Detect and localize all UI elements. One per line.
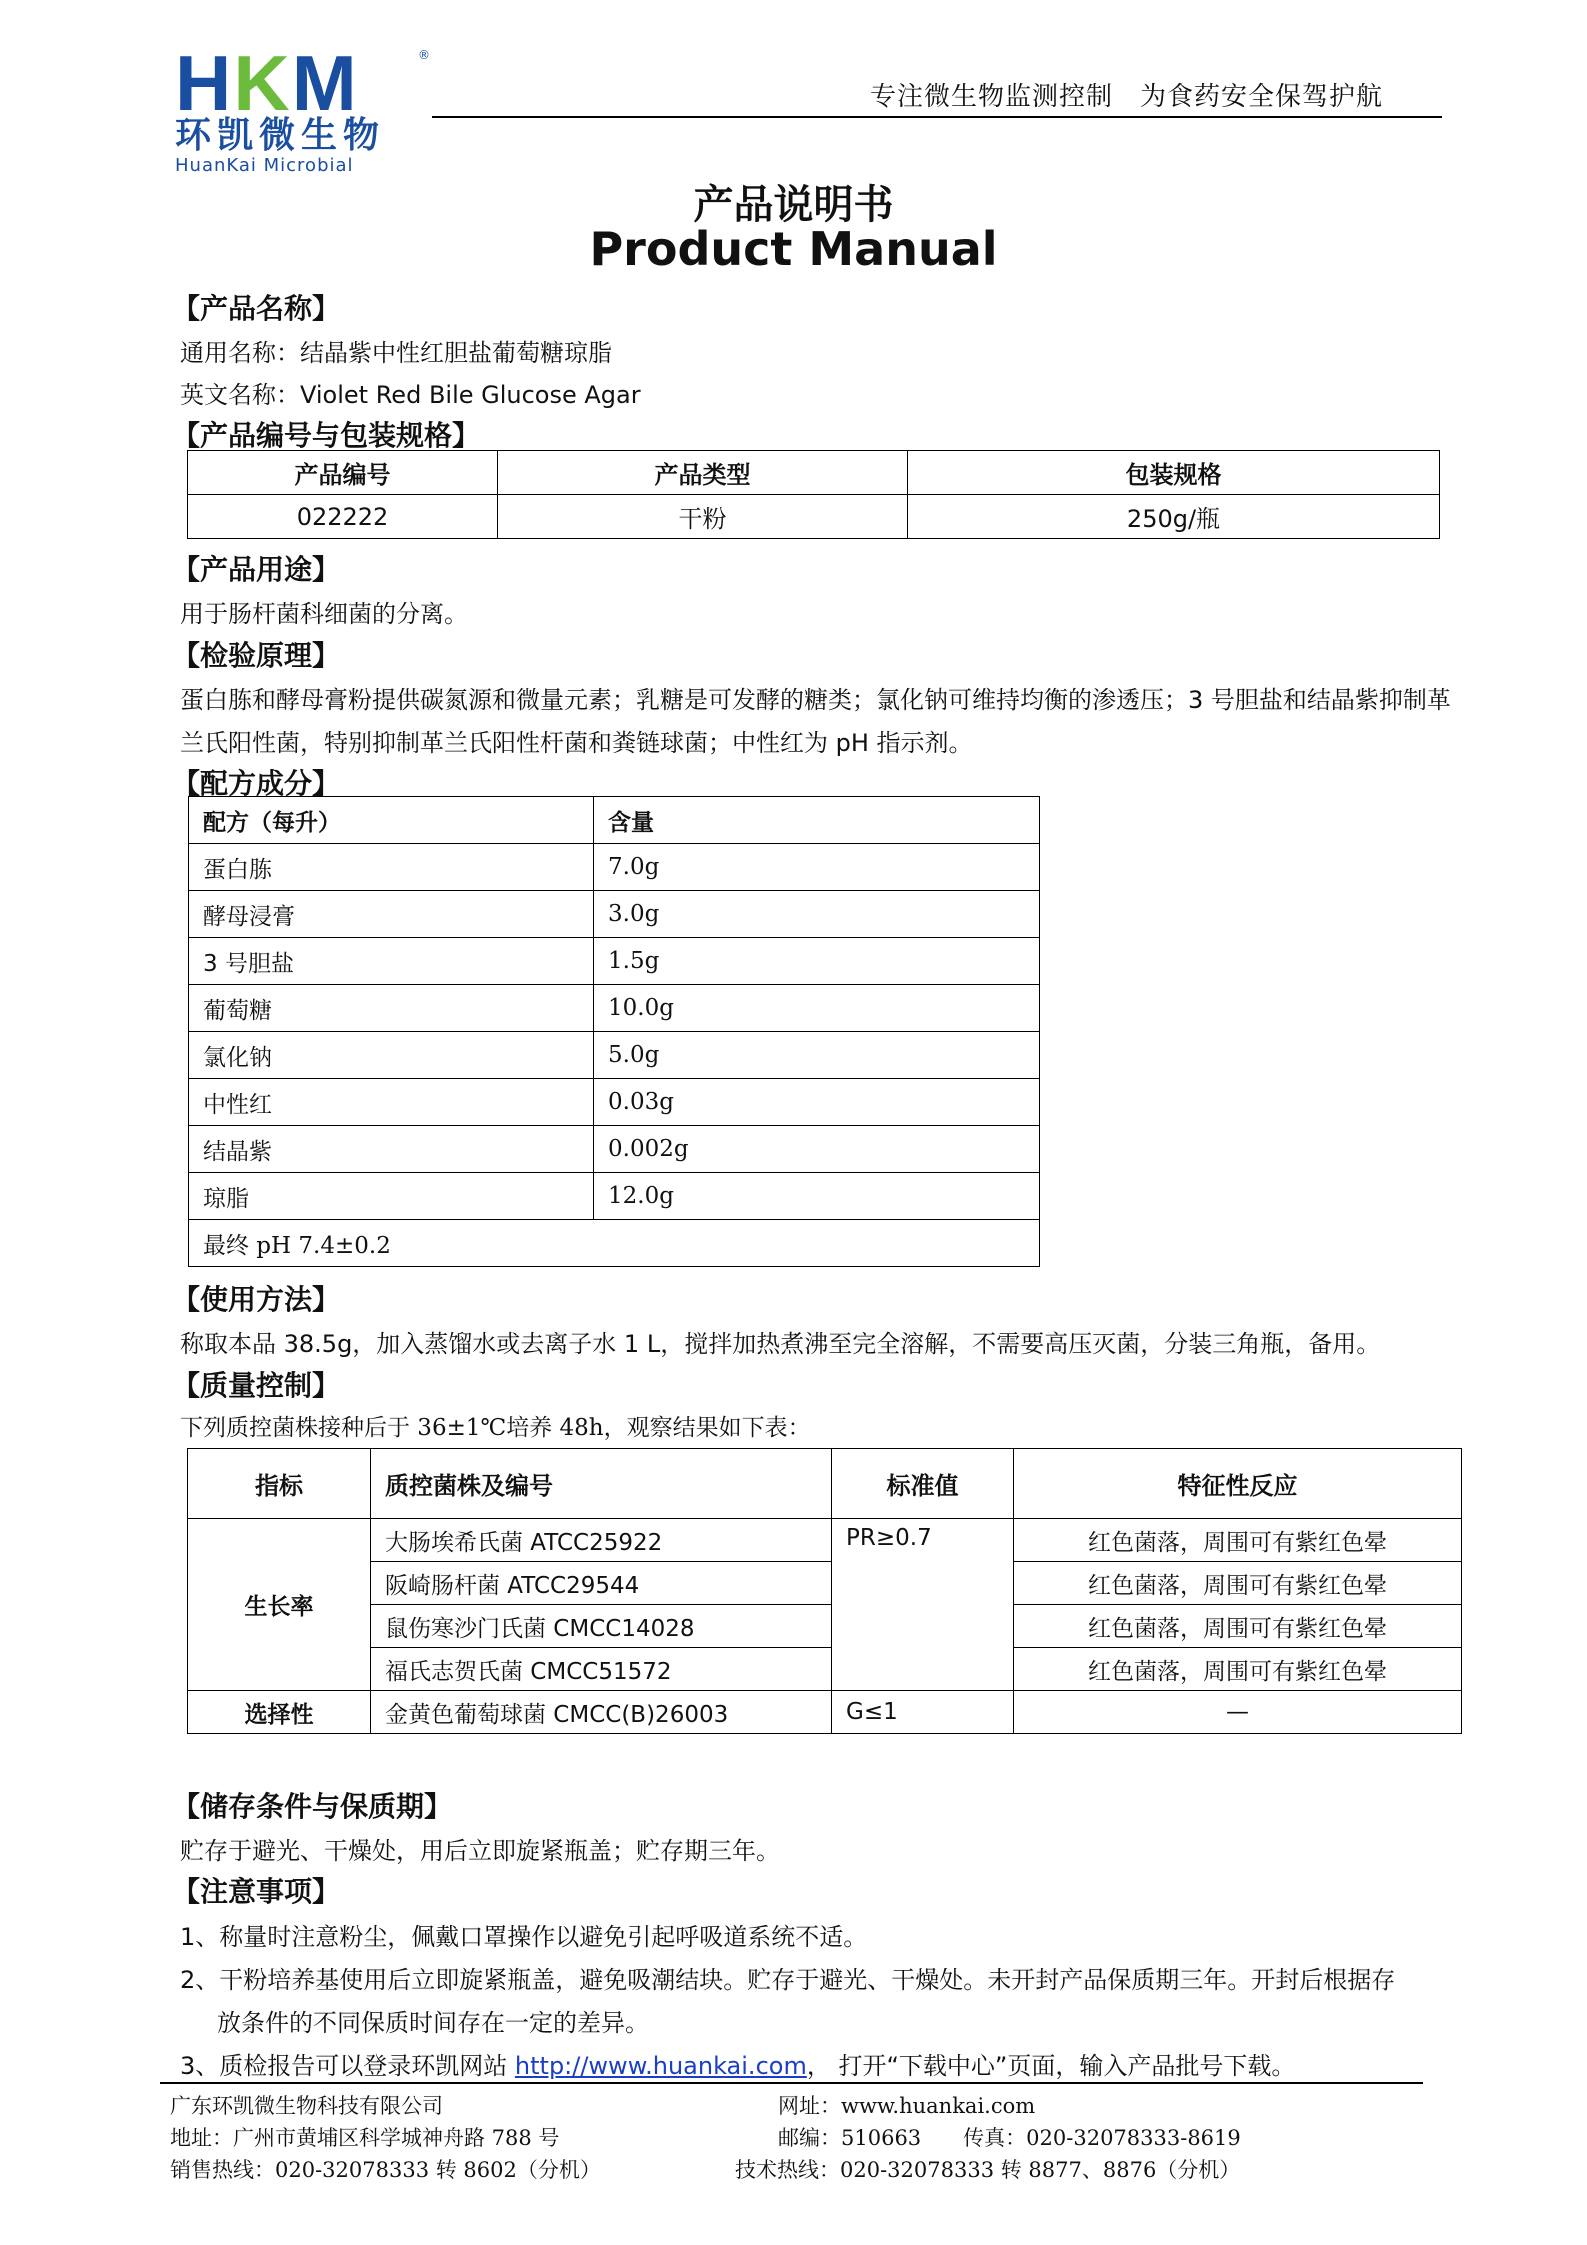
ingredient-amount: 1.5g bbox=[594, 938, 1040, 985]
header-cell: 产品编号 bbox=[188, 451, 498, 495]
table-row bbox=[188, 1648, 1462, 1691]
note-3-prefix: 3、质检报告可以登录环凯网站 bbox=[180, 2052, 515, 2080]
company-logo bbox=[175, 39, 435, 176]
qc-strain: 阪崎肠杆菌 ATCC29544 bbox=[371, 1562, 832, 1605]
qc-reaction: 红色菌落，周围可有紫红色晕 bbox=[1014, 1648, 1462, 1691]
logo-wordmark: HKM bbox=[175, 39, 359, 127]
footer-divider bbox=[160, 2082, 1423, 2084]
table-row bbox=[189, 1126, 1040, 1173]
header-cell: 特征性反应 bbox=[1014, 1449, 1462, 1519]
section-heading-storage: 【储存条件与保质期】 bbox=[172, 1790, 453, 1823]
website-link[interactable]: http://www.huankai.com bbox=[514, 2052, 807, 2080]
ingredient-amount: 10.0g bbox=[594, 985, 1040, 1032]
table-row bbox=[188, 1519, 1462, 1562]
table-row bbox=[189, 1173, 1040, 1220]
registered-mark: ® bbox=[418, 48, 430, 62]
selectivity-standard: G≤1 bbox=[832, 1691, 1014, 1734]
final-ph: 最终 pH 7.4±0.2 bbox=[189, 1220, 1040, 1267]
generic-name: 通用名称：结晶紫中性红胆盐葡萄糖琼脂 bbox=[180, 339, 612, 367]
logo-chinese-name: 环凯微生物 bbox=[175, 115, 386, 156]
table-row bbox=[189, 1220, 1040, 1267]
qc-reaction: 红色菌落，周围可有紫红色晕 bbox=[1014, 1605, 1462, 1648]
usage-text: 用于肠杆菌科细菌的分离。 bbox=[180, 600, 468, 628]
note-1: 1、称量时注意粉尘，佩戴口罩操作以避免引起呼吸道系统不适。 bbox=[180, 1923, 868, 1951]
section-heading-qc: 【质量控制】 bbox=[172, 1369, 341, 1402]
table-row bbox=[188, 1605, 1462, 1648]
table-header-row bbox=[189, 797, 1040, 844]
qc-table bbox=[187, 1448, 1462, 1734]
product-code: 022222 bbox=[188, 495, 498, 539]
ingredient-amount: 3.0g bbox=[594, 891, 1040, 938]
principle-line-2: 兰氏阳性菌，特别抑制革兰氏阳性杆菌和粪链球菌；中性红为 pH 指示剂。 bbox=[180, 729, 973, 757]
note-3-suffix: ， 打开“下载中心”页面，输入产品批号下载。 bbox=[806, 2052, 1296, 2080]
table-row bbox=[189, 938, 1040, 985]
section-heading-formula: 【配方成分】 bbox=[172, 767, 341, 800]
header-cell: 质控菌株及编号 bbox=[371, 1449, 832, 1519]
qc-reaction: 红色菌落，周围可有紫红色晕 bbox=[1014, 1519, 1462, 1562]
footer-support-hotline: 技术热线：020-32078333 转 8877、8876（分机） bbox=[735, 2158, 1241, 2182]
footer-company: 广东环凯微生物科技有限公司 bbox=[170, 2094, 443, 2118]
storage-text: 贮存于避光、干燥处，用后立即旋紧瓶盖；贮存期三年。 bbox=[180, 1837, 780, 1865]
ingredient-name: 蛋白胨 bbox=[189, 844, 594, 891]
ingredient-name: 结晶紫 bbox=[189, 1126, 594, 1173]
english-name: 英文名称：Violet Red Bile Glucose Agar bbox=[180, 381, 641, 409]
qc-strain: 福氏志贺氏菌 CMCC51572 bbox=[371, 1648, 832, 1691]
section-heading-usage: 【产品用途】 bbox=[172, 553, 341, 586]
section-heading-packaging: 【产品编号与包装规格】 bbox=[172, 419, 481, 452]
document-title-en: Product Manual bbox=[589, 222, 998, 276]
principle-line-1: 蛋白胨和酵母膏粉提供碳氮源和微量元素；乳糖是可发酵的糖类；氯化钠可维持均衡的渗透压；3 号胆盐和结晶紫抑制革 bbox=[180, 686, 1451, 714]
section-heading-method: 【使用方法】 bbox=[172, 1283, 341, 1316]
footer-sales-hotline: 销售热线：020-32078333 转 8602（分机） bbox=[170, 2158, 601, 2182]
footer-address: 地址：广州市黄埔区科学城神舟路 788 号 bbox=[170, 2126, 560, 2150]
qc-strain: 金黄色葡萄球菌 CMCC(B)26003 bbox=[371, 1691, 832, 1734]
table-row bbox=[189, 985, 1040, 1032]
qc-strain: 大肠埃希氏菌 ATCC25922 bbox=[371, 1519, 832, 1562]
qc-reaction: — bbox=[1014, 1691, 1462, 1734]
table-row bbox=[189, 844, 1040, 891]
header-slogan: 专注微生物监测控制 为食药安全保驾护航 bbox=[870, 82, 1384, 112]
table-row bbox=[189, 1079, 1040, 1126]
note-2-line-2: 放条件的不同保质时间存在一定的差异。 bbox=[217, 2009, 649, 2037]
header-cell: 配方（每升） bbox=[189, 797, 594, 844]
section-heading-notes: 【注意事项】 bbox=[172, 1875, 341, 1908]
ingredient-name: 葡萄糖 bbox=[189, 985, 594, 1032]
footer-website: 网址：www.huankai.com bbox=[778, 2094, 1036, 2118]
ingredient-name: 中性红 bbox=[189, 1079, 594, 1126]
header-divider bbox=[432, 116, 1442, 118]
package-size: 250g/瓶 bbox=[908, 495, 1440, 539]
note-2-line-1: 2、干粉培养基使用后立即旋紧瓶盖，避免吸潮结块。贮存于避光、干燥处。未开封产品保质期三年。开封后根据存 bbox=[180, 1966, 1396, 1994]
section-heading-product-name: 【产品名称】 bbox=[172, 292, 341, 325]
qc-intro: 下列质控菌株接种后于 36±1℃培养 48h，观察结果如下表： bbox=[180, 1415, 811, 1441]
ingredient-amount: 12.0g bbox=[594, 1173, 1040, 1220]
qc-strain: 鼠伤寒沙门氏菌 CMCC14028 bbox=[371, 1605, 832, 1648]
header-cell: 包装规格 bbox=[908, 451, 1440, 495]
ingredient-name: 酵母浸膏 bbox=[189, 891, 594, 938]
table-header-row bbox=[188, 1449, 1462, 1519]
ingredient-name: 氯化钠 bbox=[189, 1032, 594, 1079]
logo-english-name: HuanKai Microbial bbox=[175, 155, 354, 176]
formula-table bbox=[188, 796, 1040, 1267]
ingredient-name: 3 号胆盐 bbox=[189, 938, 594, 985]
ingredient-amount: 5.0g bbox=[594, 1032, 1040, 1079]
footer-postcode-fax: 邮编：510663 传真：020-32078333-8619 bbox=[778, 2126, 1241, 2150]
header-cell: 标准值 bbox=[832, 1449, 1014, 1519]
note-3 bbox=[180, 2046, 1295, 2081]
table-row bbox=[189, 891, 1040, 938]
section-heading-principle: 【检验原理】 bbox=[172, 639, 341, 672]
ingredient-amount: 0.03g bbox=[594, 1079, 1040, 1126]
table-row bbox=[189, 1032, 1040, 1079]
growth-standard: PR≥0.7 bbox=[832, 1519, 1014, 1691]
header-cell: 产品类型 bbox=[498, 451, 908, 495]
ingredient-name: 琼脂 bbox=[189, 1173, 594, 1220]
method-text: 称取本品 38.5g，加入蒸馏水或去离子水 1 L，搅拌加热煮沸至完全溶解，不需要高压灭菌，分装三角瓶，备用。 bbox=[180, 1330, 1381, 1358]
product-type: 干粉 bbox=[498, 495, 908, 539]
header-cell: 指标 bbox=[188, 1449, 371, 1519]
packaging-table bbox=[187, 450, 1440, 539]
growth-rate-label: 生长率 bbox=[188, 1519, 371, 1691]
table-header-row bbox=[188, 451, 1440, 495]
header-cell: 含量 bbox=[594, 797, 1040, 844]
table-row bbox=[188, 495, 1440, 539]
table-row bbox=[188, 1691, 1462, 1734]
ingredient-amount: 7.0g bbox=[594, 844, 1040, 891]
ingredient-amount: 0.002g bbox=[594, 1126, 1040, 1173]
selectivity-label: 选择性 bbox=[188, 1691, 371, 1734]
document-title-cn: 产品说明书 bbox=[693, 182, 894, 228]
qc-reaction: 红色菌落，周围可有紫红色晕 bbox=[1014, 1562, 1462, 1605]
table-row bbox=[188, 1562, 1462, 1605]
